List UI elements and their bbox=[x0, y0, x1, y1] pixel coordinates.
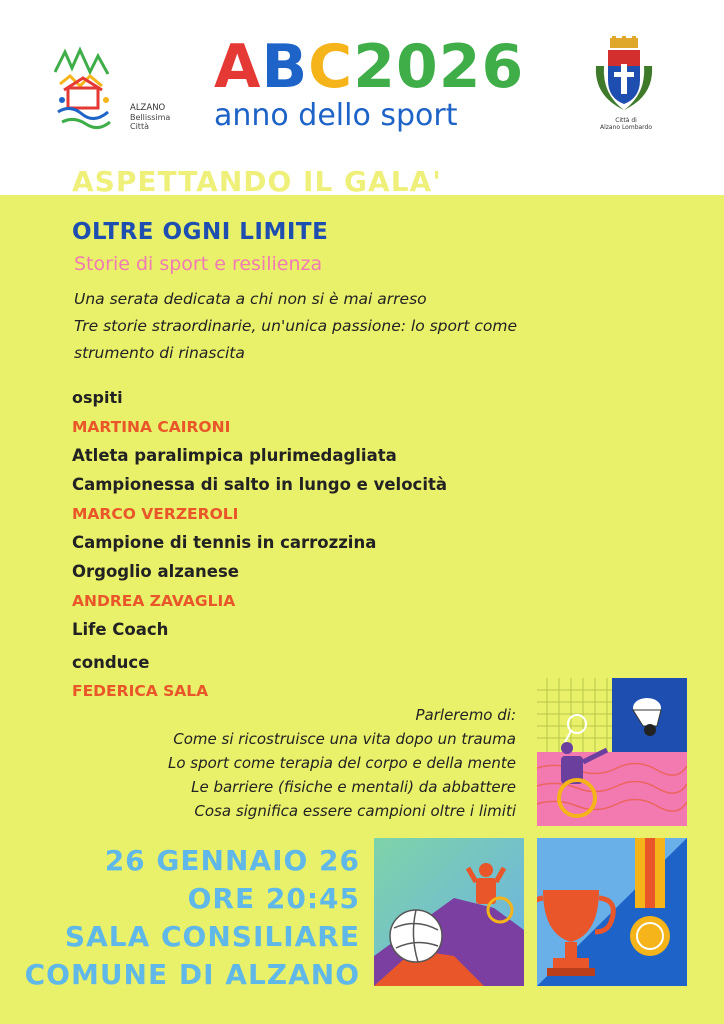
event-time: ORE 20:45 bbox=[187, 882, 360, 915]
guest-description: Life Coach bbox=[72, 620, 169, 639]
alzano-logo-icon bbox=[50, 42, 120, 137]
host-label: conduce bbox=[72, 653, 150, 672]
guest-description: Atleta paralimpica plurimedagliata bbox=[72, 446, 397, 465]
alzano-logo-line: Bellissima bbox=[130, 113, 171, 122]
guest-description: Campionessa di salto in lungo e velocità bbox=[72, 475, 448, 494]
teaser-heading: ASPETTANDO IL GALA' bbox=[72, 165, 442, 198]
alzano-logo-line: Città bbox=[130, 122, 149, 131]
event-venue: COMUNE DI ALZANO bbox=[24, 958, 360, 991]
climber-illustration bbox=[374, 838, 524, 986]
topics-list bbox=[60, 703, 516, 823]
crest-caption bbox=[596, 117, 656, 131]
abc-letter-c: C bbox=[308, 32, 354, 102]
host-name: FEDERICA SALA bbox=[72, 682, 209, 700]
abc-letter-a: A bbox=[214, 32, 262, 102]
date-venue-block bbox=[20, 842, 360, 994]
topic-item: Le barriere (fisiche e mentali) da abbattere bbox=[191, 778, 516, 796]
guest-name: ANDREA ZAVAGLIA bbox=[72, 592, 236, 610]
alzano-logo-text bbox=[130, 104, 170, 131]
trophy-medal-illustration bbox=[537, 838, 687, 986]
abc-2026-logo bbox=[214, 32, 525, 102]
guest-description: Campione di tennis in carrozzina bbox=[72, 533, 377, 552]
abc-tagline: anno dello sport bbox=[214, 98, 458, 133]
crest-caption-line: Città di bbox=[615, 117, 637, 124]
topics-heading: Parleremo di: bbox=[415, 706, 516, 724]
badminton-illustration bbox=[537, 678, 687, 826]
guests-label: ospiti bbox=[72, 388, 123, 407]
intro-line: Tre storie straordinarie, un'unica passione: lo sport come bbox=[74, 317, 518, 335]
topic-item: Cosa significa essere campioni oltre i limiti bbox=[194, 802, 516, 820]
crest-caption-line: Alzano Lombardo bbox=[599, 124, 653, 131]
event-title: OLTRE OGNI LIMITE bbox=[72, 219, 329, 245]
intro-line: strumento di rinascita bbox=[74, 344, 245, 362]
abc-year: 2026 bbox=[353, 32, 525, 102]
event-subtitle: Storie di sport e resilienza bbox=[74, 253, 323, 275]
event-place: SALA CONSILIARE bbox=[64, 920, 360, 953]
guest-description: Orgoglio alzanese bbox=[72, 562, 239, 581]
abc-letter-b: B bbox=[261, 32, 309, 102]
alzano-logo-line: ALZANO bbox=[130, 103, 166, 113]
topic-item: Lo sport come terapia del corpo e della mente bbox=[167, 754, 516, 772]
city-crest-icon bbox=[592, 36, 656, 114]
event-date: 26 GENNAIO 26 bbox=[104, 844, 360, 877]
intro-line: Una serata dedicata a chi non si è mai arreso bbox=[74, 290, 427, 308]
topic-item: Come si ricostruisce una vita dopo un trauma bbox=[173, 730, 516, 748]
guest-name: MARCO VERZEROLI bbox=[72, 505, 239, 523]
guest-name: MARTINA CAIRONI bbox=[72, 418, 231, 436]
